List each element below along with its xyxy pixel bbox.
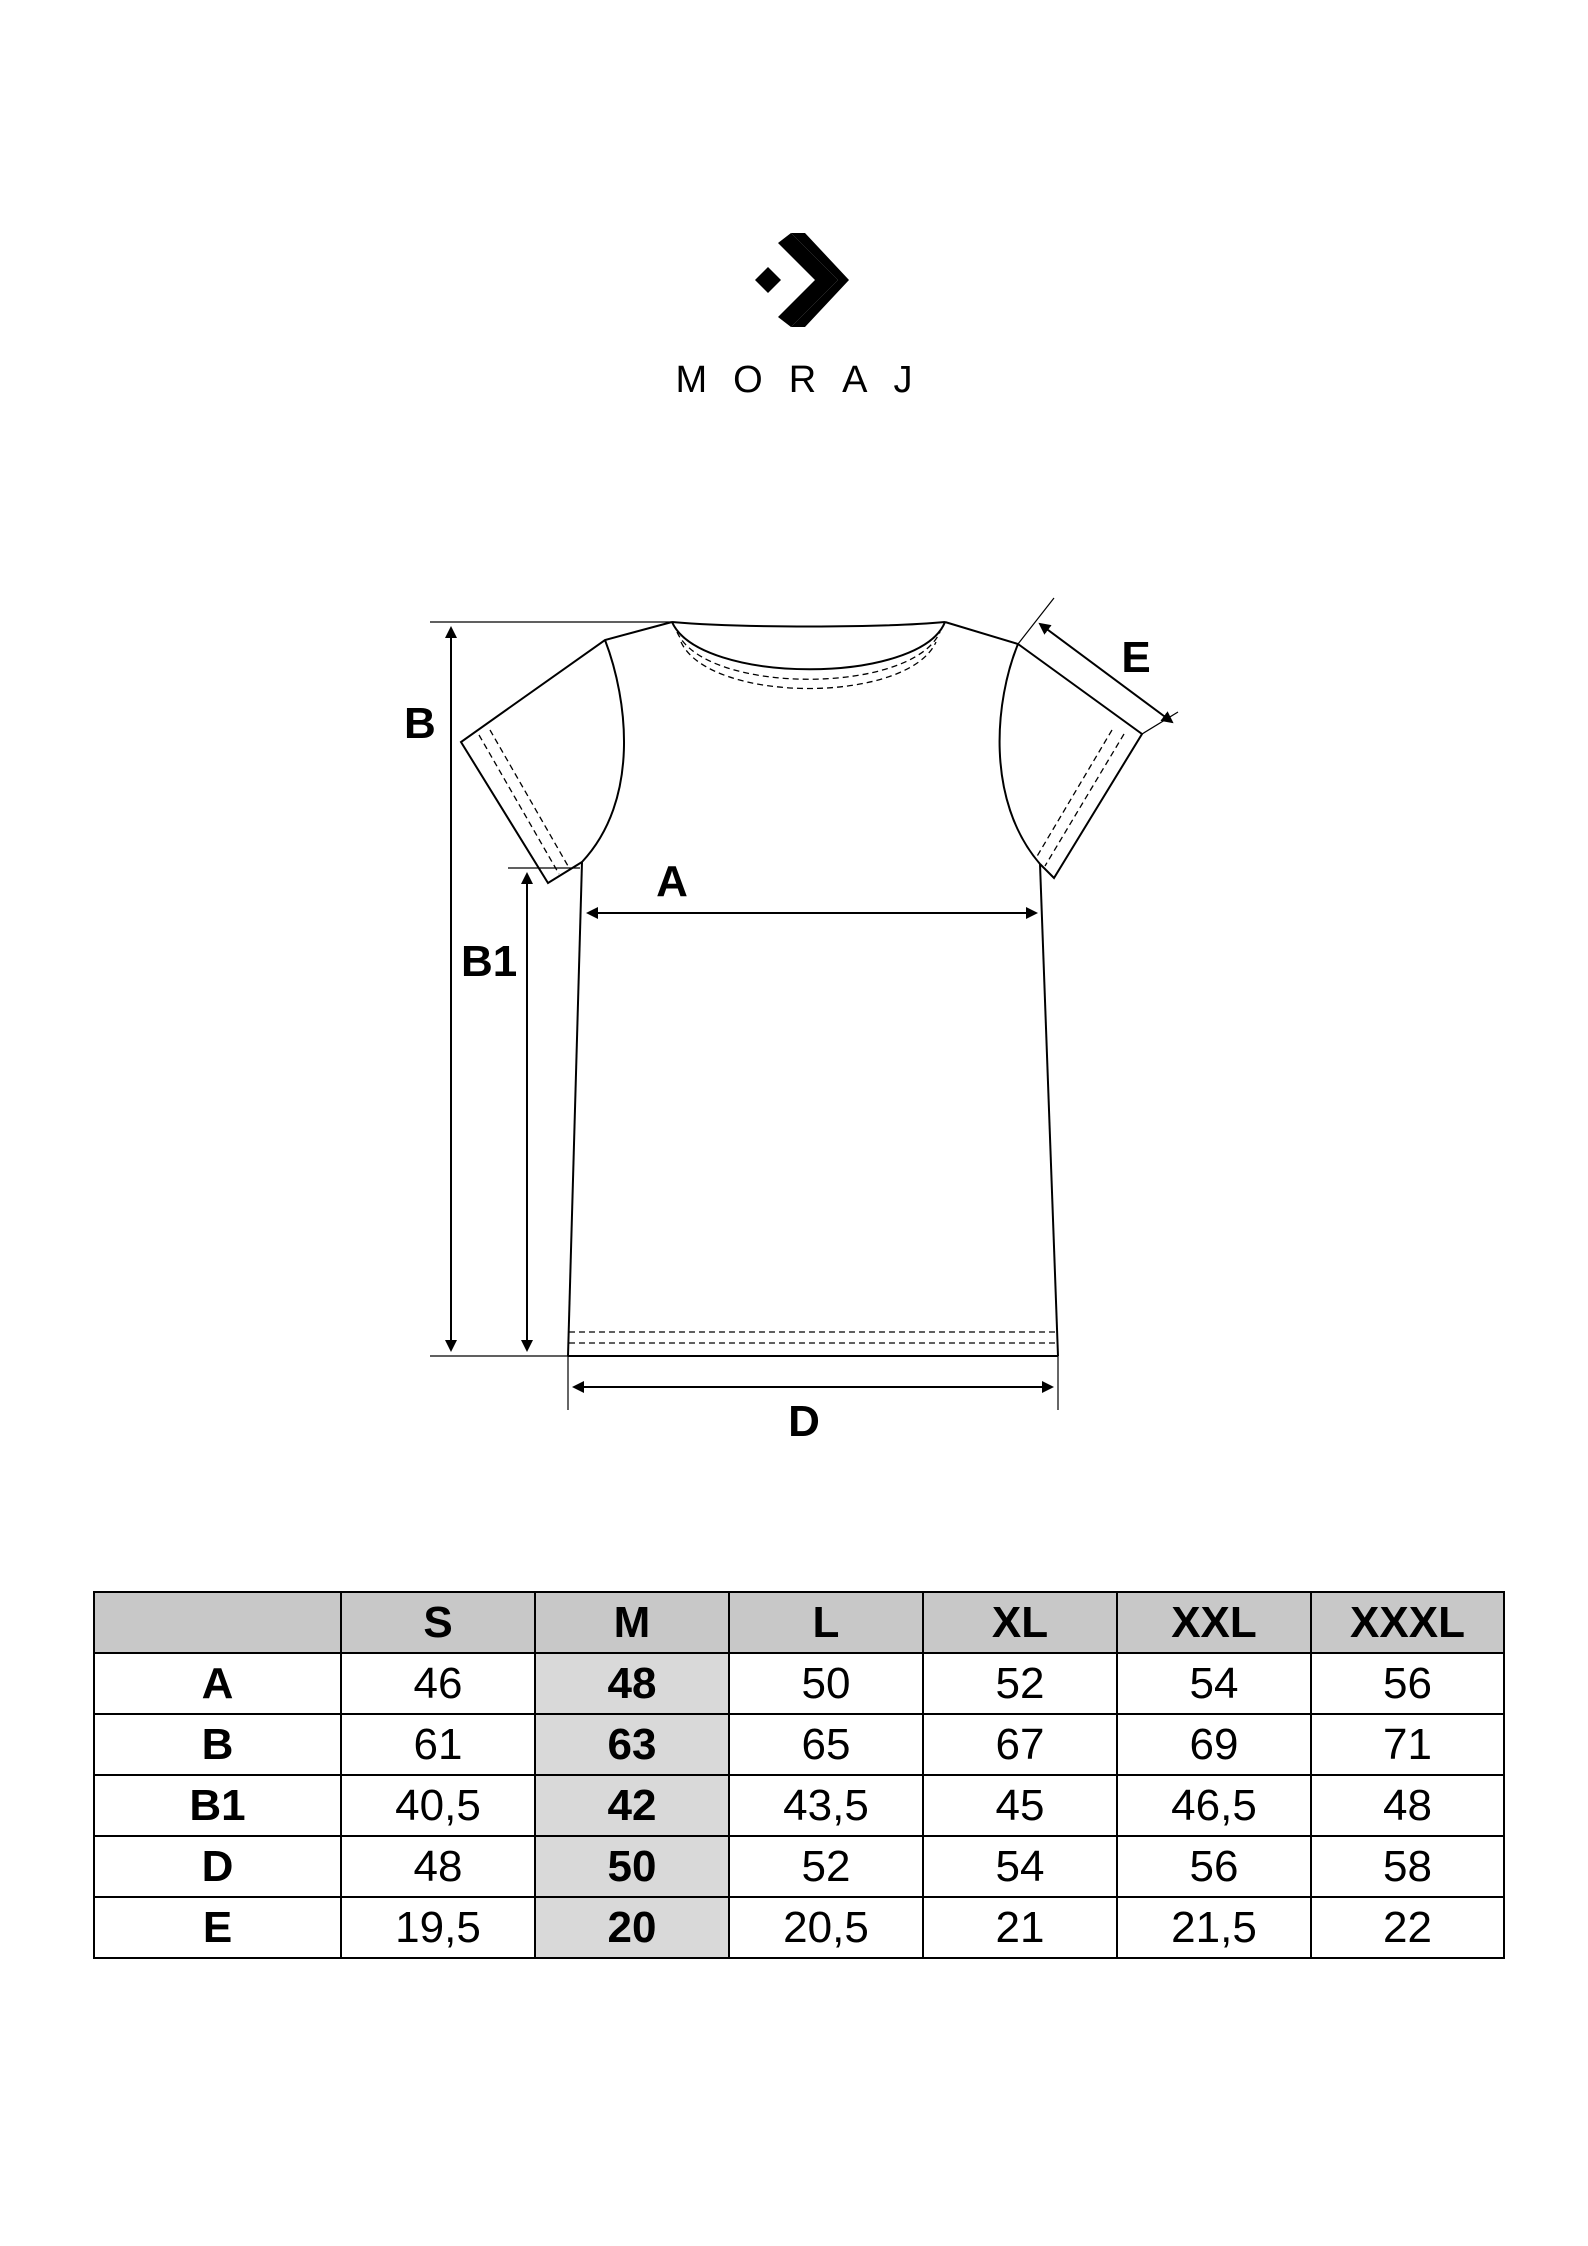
size-header-xxxl: XXXL	[1311, 1592, 1504, 1653]
table-cell: 54	[1117, 1653, 1311, 1714]
table-cell: 48	[341, 1836, 535, 1897]
brand-header	[0, 0, 1588, 420]
row-label: B	[94, 1714, 341, 1775]
table-cell: 22	[1311, 1897, 1504, 1958]
row-label: E	[94, 1897, 341, 1958]
brand-name: MORAJ	[675, 359, 939, 401]
table-row	[94, 1836, 1504, 1897]
table-cell: 20,5	[729, 1897, 923, 1958]
table-cell: 21	[923, 1897, 1117, 1958]
table-corner-cell	[94, 1592, 341, 1653]
table-cell: 50	[729, 1653, 923, 1714]
table-row	[94, 1653, 1504, 1714]
size-chart-table	[93, 1591, 1505, 1959]
table-cell: 46	[341, 1653, 535, 1714]
table-cell: 69	[1117, 1714, 1311, 1775]
table-cell-highlighted: 48	[535, 1653, 729, 1714]
moraj-arrow-logo-icon	[755, 233, 849, 327]
table-cell-highlighted: 42	[535, 1775, 729, 1836]
table-cell: 21,5	[1117, 1897, 1311, 1958]
dimension-lines	[430, 598, 1178, 1410]
table-cell-highlighted: 63	[535, 1714, 729, 1775]
size-header-s: S	[341, 1592, 535, 1653]
size-header-l: L	[729, 1592, 923, 1653]
table-cell: 67	[923, 1714, 1117, 1775]
size-header-xxl: XXL	[1117, 1592, 1311, 1653]
table-cell: 52	[729, 1836, 923, 1897]
tshirt-outline	[461, 622, 1142, 1356]
row-label: B1	[94, 1775, 341, 1836]
table-cell: 65	[729, 1714, 923, 1775]
table-cell: 71	[1311, 1714, 1504, 1775]
label-b1: B1	[461, 937, 518, 986]
size-header-m: M	[535, 1592, 729, 1653]
row-label: D	[94, 1836, 341, 1897]
table-cell: 52	[923, 1653, 1117, 1714]
measurement-diagram	[0, 560, 1588, 1460]
table-cell: 43,5	[729, 1775, 923, 1836]
row-label: A	[94, 1653, 341, 1714]
table-cell: 19,5	[341, 1897, 535, 1958]
label-e: E	[1121, 633, 1151, 682]
table-header-row	[94, 1592, 1504, 1653]
label-d: D	[788, 1397, 820, 1446]
table-cell: 56	[1117, 1836, 1311, 1897]
table-cell: 45	[923, 1775, 1117, 1836]
table-cell-highlighted: 20	[535, 1897, 729, 1958]
table-cell: 40,5	[341, 1775, 535, 1836]
table-cell: 56	[1311, 1653, 1504, 1714]
tshirt-stitching	[479, 632, 1124, 1343]
size-header-xl: XL	[923, 1592, 1117, 1653]
table-row	[94, 1897, 1504, 1958]
table-cell: 46,5	[1117, 1775, 1311, 1836]
label-b: B	[404, 699, 436, 748]
table-cell: 54	[923, 1836, 1117, 1897]
table-cell: 58	[1311, 1836, 1504, 1897]
table-cell: 61	[341, 1714, 535, 1775]
table-cell: 48	[1311, 1775, 1504, 1836]
dimension-labels	[404, 633, 1151, 1446]
table-row	[94, 1714, 1504, 1775]
table-cell-highlighted: 50	[535, 1836, 729, 1897]
tshirt-diagram	[0, 560, 1588, 1460]
table-row	[94, 1775, 1504, 1836]
label-a: A	[656, 857, 688, 906]
